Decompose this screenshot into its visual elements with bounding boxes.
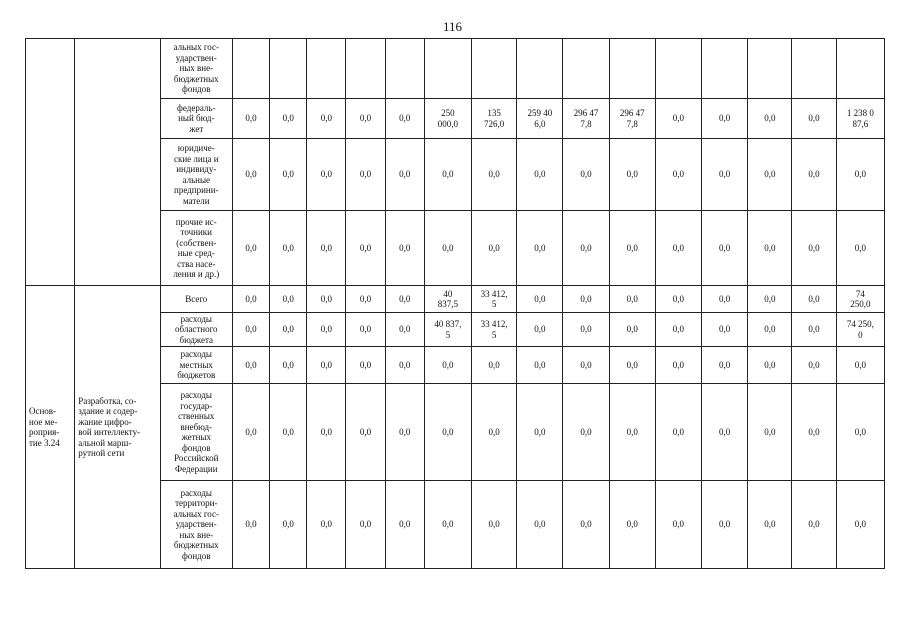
value-cell: 0,0 — [655, 313, 701, 347]
value-cell: 0,0 — [385, 313, 424, 347]
value-cell: 0,0 — [424, 481, 471, 569]
value-cell: 0,0 — [307, 384, 346, 481]
value-cell: 0,0 — [702, 384, 748, 481]
value-cell — [702, 39, 748, 99]
value-cell: 0,0 — [655, 347, 701, 384]
value-cell: 0,0 — [385, 347, 424, 384]
value-cell: 0,0 — [232, 481, 269, 569]
value-cell: 0,0 — [836, 481, 884, 569]
activity-code-cell — [26, 39, 75, 286]
value-cell: 0,0 — [836, 139, 884, 211]
value-cell: 0,0 — [563, 481, 609, 569]
funding-source-cell: федераль- ный бюд- жет — [160, 99, 232, 139]
value-cell: 0,0 — [270, 139, 307, 211]
value-cell: 0,0 — [655, 286, 701, 313]
value-cell: 0,0 — [836, 384, 884, 481]
funding-source-cell: расходы государ- ственных внебюд- жетных фондов Российской Федерации — [160, 384, 232, 481]
value-cell — [346, 39, 385, 99]
value-cell: 0,0 — [748, 211, 792, 286]
value-cell: 0,0 — [424, 347, 471, 384]
value-cell — [655, 39, 701, 99]
funding-source-cell: прочие ис- точники (собствен- ные сред- ства насе- ления и др.) — [160, 211, 232, 286]
value-cell: 0,0 — [563, 347, 609, 384]
value-cell: 0,0 — [385, 139, 424, 211]
value-cell — [792, 39, 836, 99]
value-cell: 0,0 — [792, 211, 836, 286]
value-cell: 250 000,0 — [424, 99, 471, 139]
value-cell: 0,0 — [517, 347, 563, 384]
value-cell: 0,0 — [232, 99, 269, 139]
value-cell: 0,0 — [792, 313, 836, 347]
value-cell: 0,0 — [232, 286, 269, 313]
table-row — [26, 286, 885, 313]
activity-name-cell — [75, 39, 160, 286]
value-cell — [563, 39, 609, 99]
value-cell: 0,0 — [748, 99, 792, 139]
value-cell: 0,0 — [563, 313, 609, 347]
value-cell: 0,0 — [346, 286, 385, 313]
value-cell: 0,0 — [307, 313, 346, 347]
value-cell: 0,0 — [517, 384, 563, 481]
value-cell: 0,0 — [563, 384, 609, 481]
value-cell: 0,0 — [609, 139, 655, 211]
activity-code-cell: Основ- ное ме- роприя- тие 3.24 — [26, 286, 75, 569]
activity-name-cell: Разработка, со- здание и содер- жание цифро- вой интеллекту- альной марш- рутной сети — [75, 286, 160, 569]
value-cell: 74 250,0 — [836, 286, 884, 313]
value-cell: 0,0 — [472, 347, 517, 384]
value-cell: 0,0 — [655, 139, 701, 211]
funding-source-cell: юридиче- ские лица и индивиду- альные предприни- матели — [160, 139, 232, 211]
value-cell: 0,0 — [748, 139, 792, 211]
value-cell: 296 47 7,8 — [563, 99, 609, 139]
value-cell: 0,0 — [792, 139, 836, 211]
table-row — [26, 39, 885, 99]
value-cell: 0,0 — [517, 211, 563, 286]
value-cell: 0,0 — [836, 211, 884, 286]
value-cell: 0,0 — [270, 347, 307, 384]
value-cell: 0,0 — [563, 286, 609, 313]
value-cell: 259 40 6,0 — [517, 99, 563, 139]
budget-table — [25, 38, 885, 569]
funding-source-cell: расходы территори- альных гос- ударствен- ных вне- бюджетных фондов — [160, 481, 232, 569]
value-cell: 0,0 — [748, 347, 792, 384]
value-cell: 0,0 — [609, 286, 655, 313]
value-cell — [424, 39, 471, 99]
value-cell: 0,0 — [385, 384, 424, 481]
value-cell: 0,0 — [232, 313, 269, 347]
value-cell: 40 837,5 — [424, 286, 471, 313]
value-cell: 0,0 — [270, 384, 307, 481]
value-cell: 0,0 — [472, 481, 517, 569]
value-cell: 0,0 — [655, 99, 701, 139]
value-cell: 0,0 — [270, 286, 307, 313]
value-cell: 0,0 — [702, 99, 748, 139]
funding-source-cell: расходы местных бюджетов — [160, 347, 232, 384]
value-cell: 0,0 — [385, 481, 424, 569]
value-cell — [385, 39, 424, 99]
value-cell: 0,0 — [307, 211, 346, 286]
value-cell — [836, 39, 884, 99]
value-cell: 0,0 — [702, 481, 748, 569]
value-cell — [748, 39, 792, 99]
value-cell: 0,0 — [472, 384, 517, 481]
value-cell: 0,0 — [307, 481, 346, 569]
value-cell: 33 412, 5 — [472, 313, 517, 347]
value-cell: 0,0 — [232, 211, 269, 286]
value-cell: 0,0 — [346, 211, 385, 286]
value-cell: 0,0 — [307, 139, 346, 211]
value-cell: 0,0 — [232, 384, 269, 481]
value-cell: 0,0 — [748, 384, 792, 481]
value-cell: 0,0 — [346, 313, 385, 347]
value-cell: 0,0 — [609, 481, 655, 569]
value-cell: 0,0 — [655, 384, 701, 481]
value-cell: 0,0 — [836, 347, 884, 384]
value-cell: 0,0 — [517, 286, 563, 313]
value-cell: 0,0 — [346, 99, 385, 139]
value-cell: 0,0 — [270, 99, 307, 139]
value-cell: 0,0 — [609, 313, 655, 347]
value-cell: 0,0 — [346, 481, 385, 569]
value-cell: 0,0 — [270, 211, 307, 286]
value-cell — [232, 39, 269, 99]
value-cell: 0,0 — [792, 286, 836, 313]
value-cell: 0,0 — [517, 481, 563, 569]
value-cell — [609, 39, 655, 99]
value-cell: 0,0 — [424, 384, 471, 481]
value-cell: 0,0 — [702, 286, 748, 313]
value-cell: 296 47 7,8 — [609, 99, 655, 139]
value-cell: 0,0 — [609, 384, 655, 481]
value-cell: 0,0 — [232, 139, 269, 211]
value-cell: 0,0 — [385, 211, 424, 286]
value-cell — [517, 39, 563, 99]
value-cell: 0,0 — [792, 347, 836, 384]
value-cell: 0,0 — [424, 139, 471, 211]
value-cell: 0,0 — [748, 481, 792, 569]
value-cell: 0,0 — [792, 481, 836, 569]
value-cell: 74 250, 0 — [836, 313, 884, 347]
value-cell: 0,0 — [655, 481, 701, 569]
value-cell: 1 238 0 87,6 — [836, 99, 884, 139]
value-cell: 0,0 — [385, 286, 424, 313]
value-cell: 0,0 — [270, 313, 307, 347]
value-cell — [270, 39, 307, 99]
funding-source-cell: расходы областного бюджета — [160, 313, 232, 347]
value-cell: 0,0 — [563, 211, 609, 286]
value-cell: 0,0 — [346, 347, 385, 384]
value-cell: 0,0 — [270, 481, 307, 569]
funding-source-cell: Всего — [160, 286, 232, 313]
value-cell: 0,0 — [307, 286, 346, 313]
value-cell: 33 412, 5 — [472, 286, 517, 313]
value-cell: 0,0 — [702, 139, 748, 211]
value-cell: 0,0 — [702, 211, 748, 286]
value-cell: 0,0 — [748, 313, 792, 347]
value-cell: 0,0 — [517, 139, 563, 211]
value-cell — [472, 39, 517, 99]
page-number: 116 — [442, 19, 463, 34]
value-cell: 0,0 — [307, 99, 346, 139]
value-cell: 0,0 — [748, 286, 792, 313]
value-cell — [307, 39, 346, 99]
value-cell: 135 726,0 — [472, 99, 517, 139]
value-cell: 0,0 — [385, 99, 424, 139]
value-cell: 0,0 — [424, 211, 471, 286]
funding-source-cell: альных гос- ударствен- ных вне- бюджетных фондов — [160, 39, 232, 99]
value-cell: 0,0 — [792, 99, 836, 139]
value-cell: 0,0 — [472, 211, 517, 286]
value-cell: 0,0 — [307, 347, 346, 384]
value-cell: 40 837, 5 — [424, 313, 471, 347]
value-cell: 0,0 — [655, 211, 701, 286]
value-cell: 0,0 — [346, 384, 385, 481]
value-cell: 0,0 — [609, 211, 655, 286]
value-cell: 0,0 — [563, 139, 609, 211]
value-cell: 0,0 — [517, 313, 563, 347]
value-cell: 0,0 — [702, 347, 748, 384]
value-cell: 0,0 — [232, 347, 269, 384]
value-cell: 0,0 — [609, 347, 655, 384]
value-cell: 0,0 — [472, 139, 517, 211]
value-cell: 0,0 — [346, 139, 385, 211]
value-cell: 0,0 — [702, 313, 748, 347]
value-cell: 0,0 — [792, 384, 836, 481]
